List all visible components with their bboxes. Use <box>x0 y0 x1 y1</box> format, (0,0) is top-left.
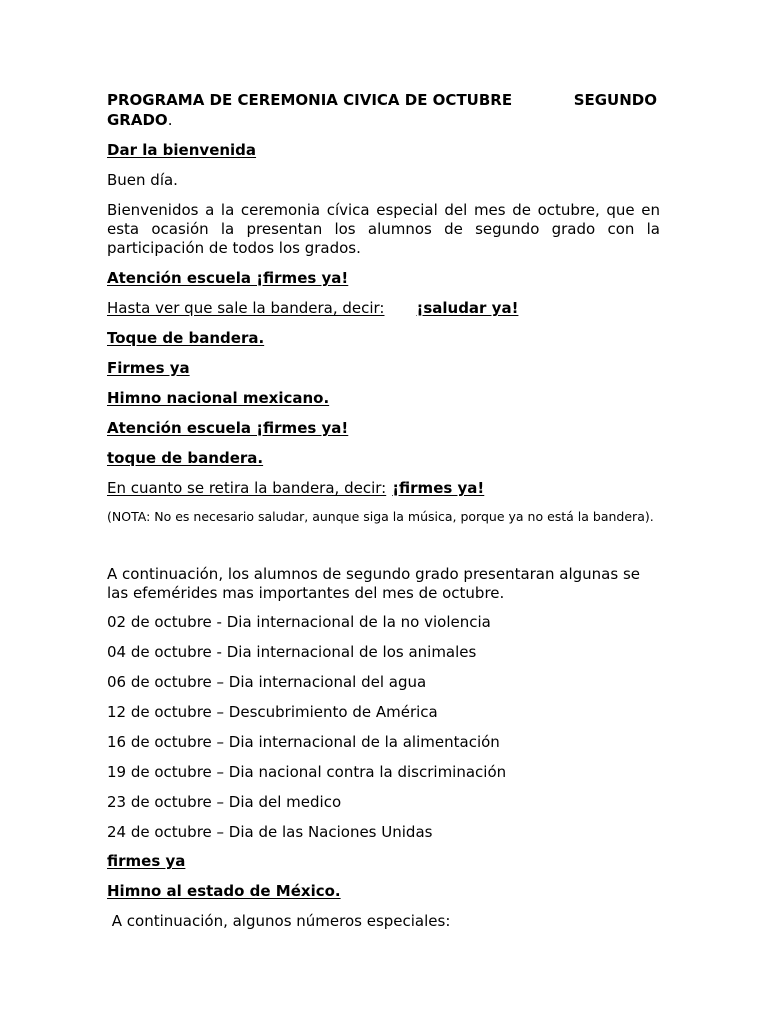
flag-exit-line <box>107 478 660 498</box>
state-anthem: Himno al estado de México. <box>107 882 341 900</box>
firm-command-2: firmes ya <box>107 852 186 870</box>
title-period: . <box>167 111 173 129</box>
efemerides-intro-line-1: A continuación, los alumnos de segundo grado presentaran algunas se <box>107 565 640 583</box>
efemeride-item: 19 de octubre – Dia nacional contra la discriminación <box>107 763 507 781</box>
page-title <box>107 90 660 110</box>
efemeride-item: 12 de octubre – Descubrimiento de América <box>107 703 438 721</box>
greeting-text: Buen día. <box>107 171 178 189</box>
attention-command-1: Atención escuela ¡firmes ya! <box>107 269 349 287</box>
page-title-line2 <box>107 110 660 130</box>
efemerides-intro-line-2: las efemérides mas importantes del mes de octubre. <box>107 584 505 602</box>
intro-line-1: Bienvenidos a la ceremonia cívica especial del mes de octubre, que en <box>107 201 660 219</box>
title-right: SEGUNDO <box>573 91 657 109</box>
efemeride-item: 06 de octubre – Dia internacional del agua <box>107 673 427 691</box>
flag-exit-instruction: En cuanto se retira la bandera, decir: <box>107 479 387 497</box>
special-numbers-intro: A continuación, algunos números especiales: <box>107 912 451 930</box>
flag-touch-2: toque de bandera. <box>107 449 264 467</box>
efemeride-item: 23 de octubre – Dia del medico <box>107 793 342 811</box>
flag-exit-command: ¡firmes ya! <box>392 479 485 497</box>
flag-entry-line <box>107 298 660 318</box>
efemeride-item: 24 de octubre – Dia de las Naciones Unidas <box>107 823 433 841</box>
attention-command-2: Atención escuela ¡firmes ya! <box>107 419 349 437</box>
national-anthem: Himno nacional mexicano. <box>107 389 330 407</box>
flag-touch-1: Toque de bandera. <box>107 329 265 347</box>
intro-line-2: esta ocasión la presentan los alumnos de segundo grado con la <box>107 220 660 238</box>
intro-line-3: participación de todos los grados. <box>107 239 361 257</box>
efemeride-item: 16 de octubre – Dia internacional de la alimentación <box>107 733 500 751</box>
title-grade: GRADO <box>107 111 168 129</box>
flag-note: (NOTA: No es necesario saludar, aunque siga la música, porque ya no está la bandera). <box>107 509 654 524</box>
flag-entry-command: ¡saludar ya! <box>416 299 519 317</box>
firm-command-1: Firmes ya <box>107 359 190 377</box>
flag-entry-instruction: Hasta ver que sale la bandera, decir: <box>107 299 385 317</box>
title-left: PROGRAMA DE CEREMONIA CIVICA DE OCTUBRE <box>107 91 513 109</box>
welcome-heading: Dar la bienvenida <box>107 141 257 159</box>
efemeride-item: 04 de octubre - Dia internacional de los animales <box>107 643 477 661</box>
efemeride-item: 02 de octubre - Dia internacional de la no violencia <box>107 613 491 631</box>
